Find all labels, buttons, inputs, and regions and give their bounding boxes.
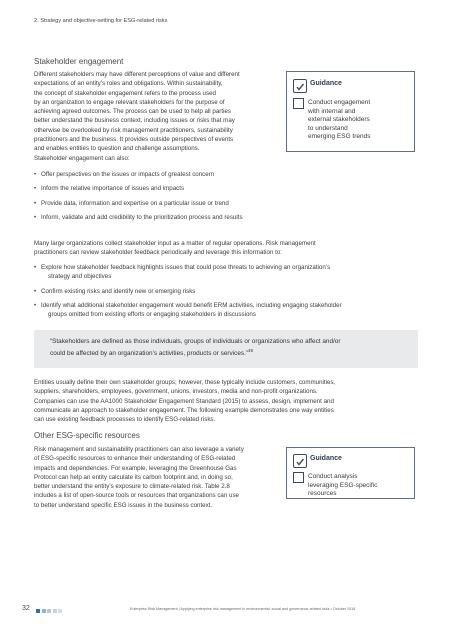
guidance-box-resources xyxy=(286,447,415,499)
list-item: • Explore how stakeholder feedback highlights issues that could pose threats to achieving an organization’s strategy and objectives xyxy=(34,264,331,281)
page-number: 32 xyxy=(22,605,30,612)
list-item: • Provide data, information and expertise on a particular issue or trend xyxy=(34,199,229,207)
regular-operations-paragraph: Many large organizations collect stakeholder input as a matter of regular operations. Risk management practitioners can review stakeholder feedback periodically and leverage this information to: xyxy=(34,240,316,257)
footer-square xyxy=(47,609,51,613)
bullet-list-1 xyxy=(34,170,424,222)
footer-text: Enterprise Risk Management | Applying enterprise risk management to environmental, social and governance-related risks • October 2018 xyxy=(130,607,356,611)
guidance-title: Guidance xyxy=(310,80,342,87)
empty-checkbox-icon xyxy=(293,98,304,109)
list-item: • Confirm existing risks and identify new or emerging risks xyxy=(34,287,196,295)
checkbox-icon xyxy=(293,454,307,468)
list-item: • Offer perspectives on the issues or impacts of greatest concern xyxy=(34,171,215,178)
footnote-ref: 49 xyxy=(247,348,253,354)
section-title-stakeholder-engagement: Stakeholder engagement xyxy=(34,57,124,66)
paragraph-line: by an organization to engage relevant stakeholders for the purpose of xyxy=(34,98,225,106)
guidance-text: Conduct engagement with internal and external stakeholders to understand emerging ESG trends xyxy=(308,99,371,141)
footer-square xyxy=(36,609,40,613)
paragraph-line: expectations of an entity’s roles and obligations. Within sustainability, xyxy=(34,80,223,88)
guidance-title: Guidance xyxy=(310,455,342,462)
stakeholder-paragraph xyxy=(34,70,284,154)
bullet-list-2 xyxy=(34,263,429,319)
stakeholder-groups-paragraph: Entities usually define their own stakeholder groups; however, these typically include customers, communities, suppliers, shareholders, employees, government, unions, investors, media and non-profit organizations. Companies can use the AA1000 Stakeholder Engagement Standard (2015) to assess, design, implement and communicate an approach to stakeholder engagement. The following example demonstrates one way entities can use existing feedback processes to identify ESG-related risks. xyxy=(34,379,336,424)
footer-square xyxy=(42,609,46,613)
section-title-other-resources: Other ESG-specific resources xyxy=(34,431,140,440)
footer-color-squares xyxy=(36,607,64,613)
paragraph-line: otherwise be overlooked by risk management practitioners, sustainability xyxy=(34,126,233,134)
paragraph-line: achieving agreed outcomes. The process can be used to help all parties xyxy=(34,108,231,116)
list-item: • Identify what additional stakeholder engagement would benefit ERM activities, including engaging stakeholder groups omitted from existing efforts or engaging stakeholders in discussions xyxy=(34,301,342,319)
resources-paragraph: Risk management and sustainability practitioners can also leverage a variety of ESG-specific resources to enhance their understanding of ESG-related impacts and dependencies. For example, leveraging the Greenhouse Gas Protocol can help an entity calculate its carbon footprint and, in doing so, better understand the entity’s exposure to climate-related risk. Table 2.8 includes a list of open-source tools or resources that organizations can use to better understand specific ESG issues in the business context. xyxy=(34,446,244,509)
footer-square xyxy=(53,609,57,613)
paragraph-line: Different stakeholders may have different perceptions of value and different xyxy=(34,71,240,78)
definition-quote-box xyxy=(34,330,418,368)
quote-text: “Stakeholders are defined as those individuals, groups of individuals or organizations who affect and/or could be affected by an organization’s activities, products or services.”$^{49}$ xyxy=(50,338,341,358)
footer-square xyxy=(58,609,62,613)
checkbox-icon xyxy=(293,79,307,93)
list-item: • Inform, validate and add credibility to the prioritization process and results xyxy=(34,213,243,221)
empty-checkbox-icon xyxy=(293,472,304,483)
paragraph-line: practitioners and the business. It provides outside perspectives of events xyxy=(34,136,234,144)
paragraph-line: and enables entities to question and challenge assumptions. xyxy=(34,145,200,153)
paragraph-line: the concept of stakeholder engagement refers to the process used xyxy=(34,89,216,97)
can-also-text: Stakeholder engagement can also: xyxy=(34,155,130,162)
paragraph-line: better understand the business context, including issues or risks that may xyxy=(34,117,235,125)
running-header: 2. Strategy and objective-setting for ESG-related risks xyxy=(34,18,168,24)
guidance-box-engagement xyxy=(286,71,415,152)
list-item: • Inform the relative importance of issues and impacts xyxy=(34,185,185,193)
guidance-text: Conduct analysis leveraging ESG-specific resources xyxy=(308,473,378,498)
